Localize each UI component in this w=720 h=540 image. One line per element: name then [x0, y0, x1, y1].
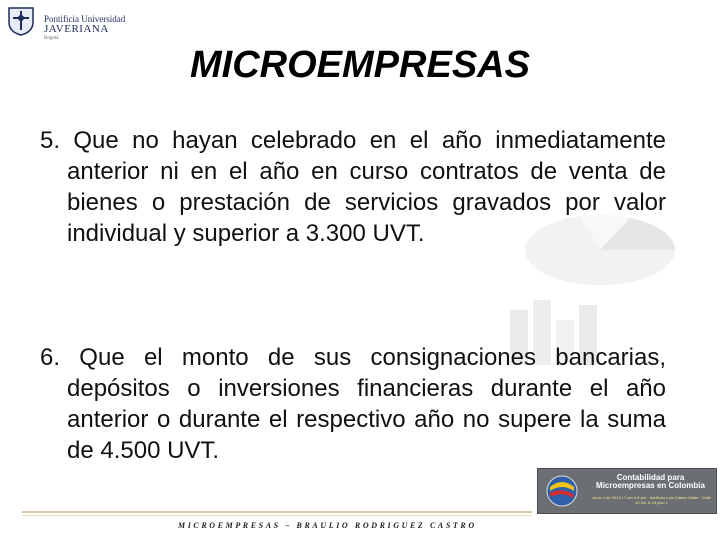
- university-name-line2: JAVERIANA: [44, 23, 109, 35]
- event-banner-title: Contabilidad para Microempresas en Colombia: [596, 473, 705, 490]
- condition-paragraph-6: [40, 342, 666, 466]
- footer-caption: MICROEMPRESAS – BRAULIO RODRIGUEZ CASTRO: [178, 521, 477, 530]
- university-name-line3: Bogotá: [44, 36, 59, 41]
- condition-paragraph-5: [40, 125, 666, 249]
- event-banner: [537, 468, 717, 514]
- slide-title: MICROEMPRESAS: [190, 44, 530, 86]
- colombia-globe-icon: [542, 473, 582, 509]
- footer-divider: [22, 511, 532, 513]
- university-logo: [7, 6, 142, 41]
- university-name: [44, 14, 125, 44]
- paragraph-text: 6. Que el monto de sus consignaciones bancarias, depósitos o inversiones financieras durante el año anterior o durante el respectivo año no supere la suma de 4.500 UVT.: [40, 344, 666, 464]
- event-banner-details: Junio 4 de 2013 / 7 am a 6 pm · Auditorio Luis Carlos Galán · Calle 40 No. 6-23 piso 1: [592, 495, 711, 505]
- paragraph-text: 5. Que no hayan celebrado en el año inmediatamente anterior ni en el año en curso contratos de venta de bienes o prestación de servicios gravados por valor individual y superior a 3.300 UVT.: [40, 127, 666, 247]
- university-shield-icon: [7, 6, 35, 36]
- footer-divider-secondary: [22, 515, 532, 516]
- university-name-line1: Pontificia Universidad: [44, 14, 126, 24]
